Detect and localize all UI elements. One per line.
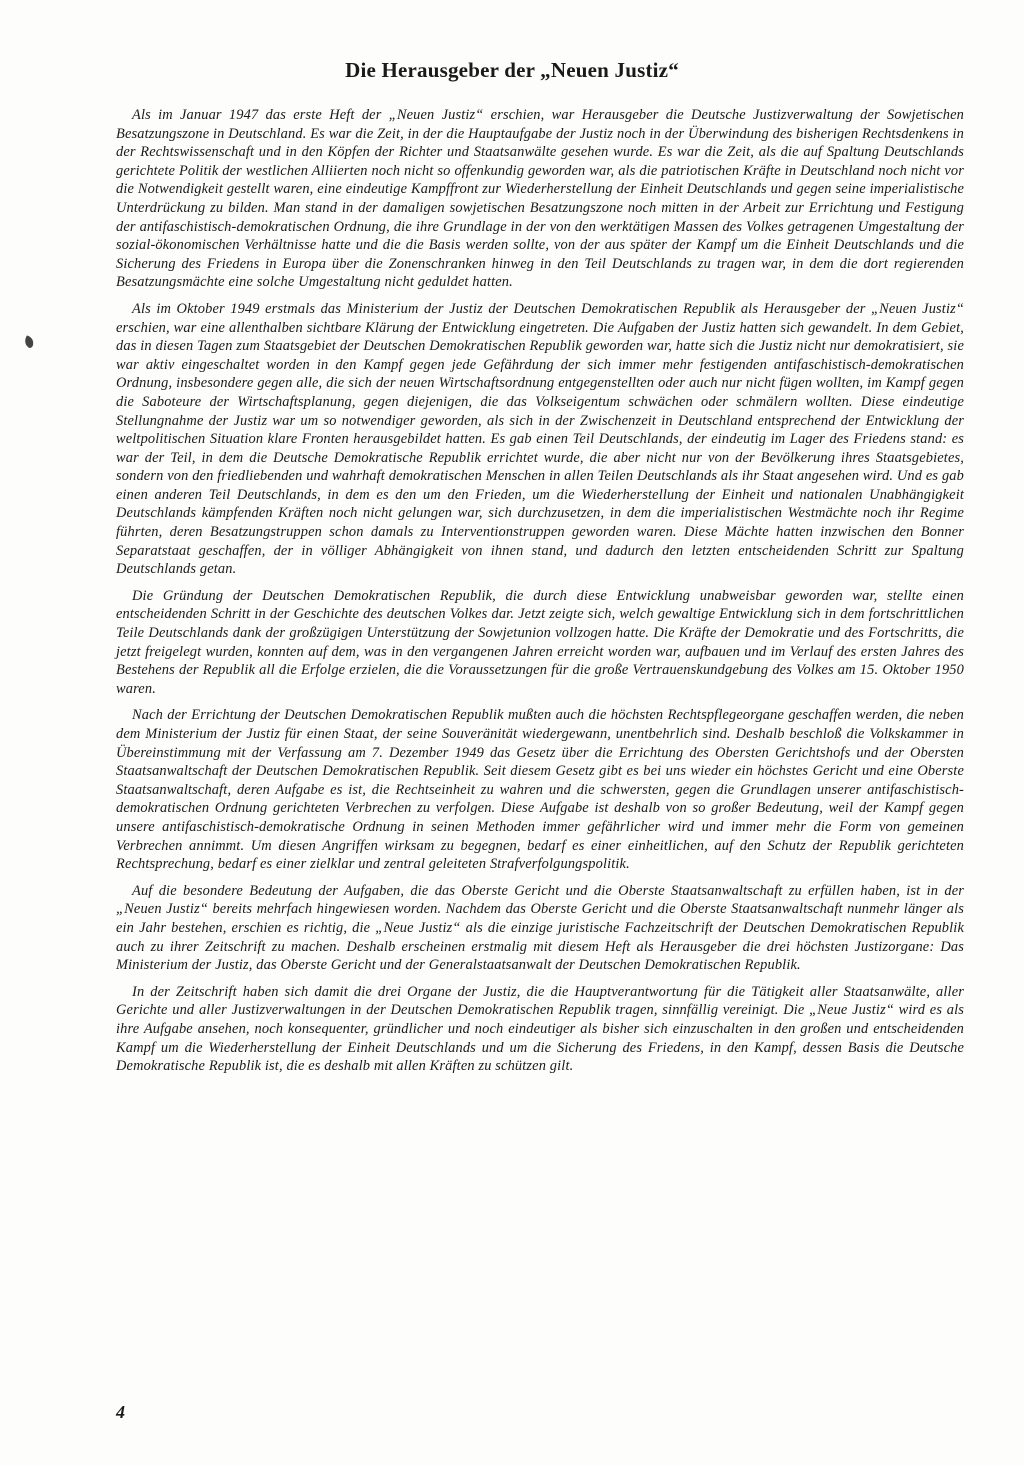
paragraph-4: Nach der Errichtung der Deutschen Demokratischen Republik mußten auch die höchsten Rechtspflegeorgane geschaffen werden, die neben dem Ministerium der Justiz für einen Staat, der seine Souveränität wiedergewann, unentbehrlich sind. Deshalb beschloß die Volkskammer in Übereinstimmung mit der Verfassung am 7. Dezember 1949 das Gesetz über die Errichtung des Obersten Gerichtshofs und der Obersten Staatsanwaltschaft der Deutschen Demokratischen Republik. Seit diesem Gesetz gibt es bei uns wieder ein höchstes Gericht und eine Oberste Staatsanwaltschaft, deren Aufgabe es ist, die Rechtseinheit zu wahren und die schwersten, gegen die Grundlagen unserer antifaschistisch-demokratischen Ordnung gerichteten Verbrechen zu verfolgen. Diese Aufgabe ist deshalb von so großer Bedeutung, weil der Kampf gegen unsere antifaschistisch-demokratische Ordnung in seinen Methoden immer gefährlicher wird und immer mehr die Form von gemeinen Verbrechen annimmt. Um diesen Angriffen wirksam zu begegnen, bedarf es einer einheitlichen, auf den Schutz der Republik gerichteten Rechtsprechung, bedarf es einer zielklar und zentral geleiteten Strafverfolgungspolitik. (116, 707, 964, 873)
page-number: 4 (116, 1402, 125, 1422)
paragraph-1: Als im Januar 1947 das erste Heft der „Neuen Justiz“ erschien, war Herausgeber die Deutsche Justizverwaltung der Sowjetischen Besatzungszone in Deutschland. Es war die Zeit, in der die Hauptaufgabe der Justiz noch in der Überwindung des bisherigen Rechtsdenkens in der Rechtswissenschaft und in den Köpfen der Richter und Staatsanwälte gesehen wurde. Es war die Zeit, als die auf Spaltung Deutschlands gerichtete Politik der westlichen Alliierten noch nicht so offenkundig geworden war, als die patriotischen Kräfte in Deutschland noch nicht vor die Notwendigkeit gestellt waren, eine eindeutige Kampffront zur Wiederherstellung der Einheit Deutschlands und gegen seine imperialistische Unterdrückung zu bilden. Man stand in der damaligen sowjetischen Besatzungszone noch mitten in der Arbeit zur Errichtung und Festigung der antifaschistisch-demokratischen Ordnung, die ihre Grundlage in der von den werktätigen Massen des Volkes getragenen Umgestaltung der sozial-ökonomischen Verhältnisse hatte und die die Basis werden sollte, von der aus später der Kampf um die Einheit Deutschlands und die Sicherung des Friedens in Europa über die Zonenschranken hinweg in den Teil Deutschlands zu tragen war, in dem die dort regierenden Besatzungsmächte eine solche Umgestaltung nicht geduldet hatten. (116, 107, 964, 291)
article-body (116, 106, 964, 1084)
paragraph-6: In der Zeitschrift haben sich damit die drei Organe der Justiz, die die Hauptverantwortung für die Tätigkeit aller Staatsanwälte, aller Gerichte und aller Justizverwaltungen in der Deutschen Demokratischen Republik tragen, sinnfällig vereinigt. Die „Neue Justiz“ wird es als ihre Aufgabe ansehen, noch konsequenter, gründlicher und noch eindeutiger als bisher sich einzuschalten in den großen und entscheidenden Kampf um die Wiederherstellung der Einheit Deutschlands und um die Sicherung des Friedens, in den Kampf, dessen Basis die Deutsche Demokratische Republik ist, die es deshalb mit allen Kräften zu schützen gilt. (116, 983, 964, 1075)
page-title: Die Herausgeber der „Neuen Justiz“ (345, 58, 679, 82)
paragraph-5: Auf die besondere Bedeutung der Aufgaben, die das Oberste Gericht und die Oberste Staatsanwaltschaft zu erfüllen haben, ist in der „Neuen Justiz“ bereits mehrfach hingewiesen worden. Nachdem das Oberste Gericht und die Oberste Staatsanwaltschaft nunmehr länger als ein Jahr bestehen, erschien es richtig, die „Neue Justiz“ als die einzige juristische Fachzeitschrift der Deutschen Demokratischen Republik auch zu ihrer Zeitschrift zu machen. Deshalb erscheinen erstmalig mit diesem Heft als Herausgeber die drei höchsten Justizorgane: Das Ministerium der Justiz, das Oberste Gericht und der Generalstaatsanwalt der Deutschen Demokratischen Republik. (116, 882, 964, 974)
paragraph-3: Die Gründung der Deutschen Demokratischen Republik, die durch diese Entwicklung unabweisbar geworden war, stellte einen entscheidenden Schritt in der Geschichte des deutschen Volkes dar. Jetzt zeigte sich, welch gewaltige Entwicklung sich in dem fortschrittlichen Teile Deutschlands dank der großzügigen Unterstützung der Sowjetunion vollzogen hatte. Die Kräfte der Demokratie und des Fortschritts, die jetzt freigelegt wurden, konnten auf dem, was in den vergangenen Jahren erreicht worden war, aufbauen und im Verlauf des ersten Jahres des Bestehens der Republik all die Erfolge erzielen, die die Voraussetzungen für die große Vertrauenskundgebung des Volkes am 15. Oktober 1950 waren. (116, 587, 964, 697)
ink-blot-icon (21, 333, 38, 352)
margin-ink-mark (21, 333, 39, 356)
paragraph-2: Als im Oktober 1949 erstmals das Ministerium der Justiz der Deutschen Demokratischen Republik als Herausgeber der „Neuen Justiz“ erschien, war eine allenthalben sichtbare Klärung der Entwicklung eingetreten. Die Aufgaben der Justiz hatten sich gewandelt. In dem Gebiet, das in diesen Tagen zum Staatsgebiet der Deutschen Demokratischen Republik geworden war, hatte sich die Justiz nicht nur demokratisiert, sie war aktiv eingeschaltet worden in den Kampf gegen jede Gefährdung der sich immer mehr festigenden antifaschistisch-demokratischen Ordnung, insbesondere gegen alle, die sich der neuen Wirtschaftsordnung entgegenstellten oder auch nur nicht fügen wollten, im Kampf gegen die Saboteure der Wirtschaftsplanung, gegen diejenigen, die das Volkseigentum schwächen oder schmälern wollten. Diese eindeutige Stellungnahme der Justiz war um so notwendiger geworden, als sich in der Zwischenzeit in Deutschland entsprechend der Entwicklung der weltpolitischen Situation klare Fronten herausgebildet hatten. Es gab einen Teil Deutschlands, der eindeutig im Lager des Friedens stand: es war der Teil, in dem die Deutsche Demokratische Republik errichtet wurde, die aber nicht nur von der Bevölkerung ihres Staatsgebietes, sondern von den friedliebenden und wahrhaft demokratischen Menschen in allen Teilen Deutschlands als ihr Staat angesehen wird. Und es gab einen anderen Teil Deutschlands, in dem es den um den Frieden, um die Wiederherstellung der Einheit und nationalen Unabhängigkeit Deutschlands kämpfenden Kräften noch nicht gelungen war, sich durchzusetzen, in dem die imperialistischen Westmächte noch ihr Regime führten, deren Besatzungstruppen schon damals zu Interventionstruppen geworden waren. Diese Mächte hatten inzwischen den Bonner Separatstaat geschaffen, der in völliger Abhängigkeit von ihnen stand, und dadurch den letzten entscheidenden Schritt zur Spaltung Deutschlands getan. (116, 300, 964, 578)
